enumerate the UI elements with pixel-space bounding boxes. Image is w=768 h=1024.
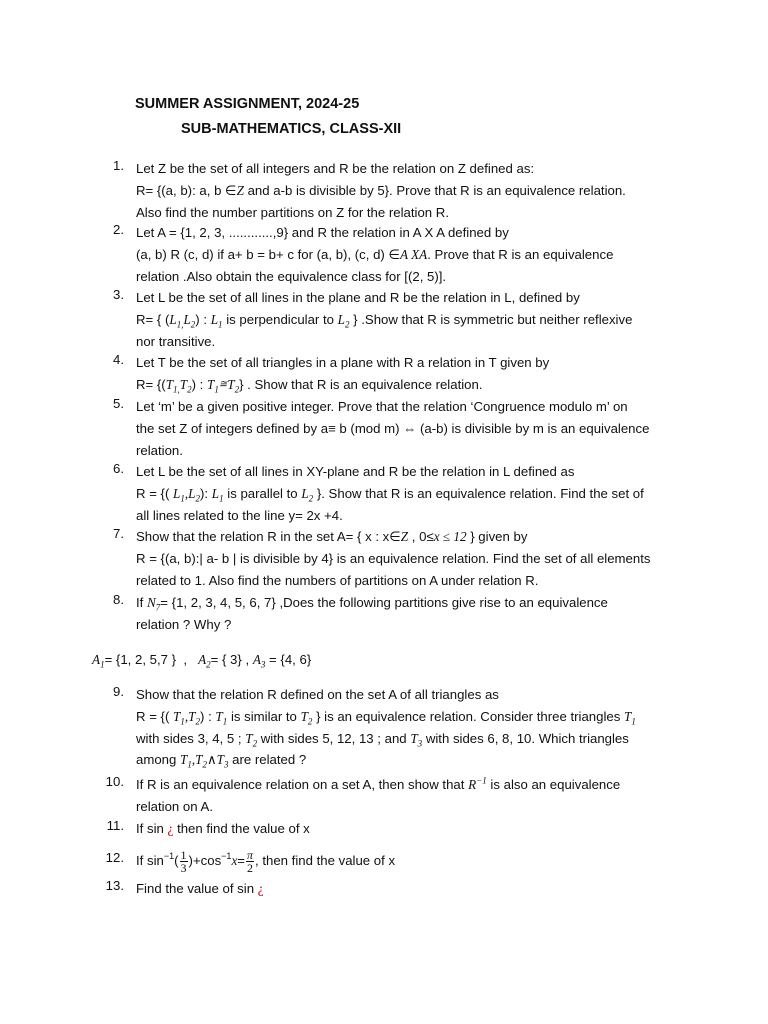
fraction-pi-over-two: $\frac{\pi}{2}$ [247,848,254,876]
assignment-subtitle: SUB-MATHEMATICS, CLASS-XII [181,121,402,137]
question-number: 5. [113,396,124,411]
question-text: If sin ¿ then find the value of x [136,821,310,836]
question-text: Let L be the set of all lines in XY-plane and R be the relation in L defined as [136,464,575,479]
question-text: R= {(a, b): a, b ∈Z and a-b is divisible by 5}. Prove that R is an equivalence relation. [136,182,626,198]
question-text: Show that the relation R in the set A= { x : x∈Z , 0≤x ≤ 12 } given by [136,529,528,544]
question-number: 13. [105,878,124,893]
question-text: among $T_1,T_2\wedge T_3$ are related ? [136,752,307,771]
question-text: relation on A. [136,798,213,814]
question-text: If R is an equivalence relation on a set A, then show that $R^{-1}$ is also an equivalence [136,775,621,792]
question-text: R= { $(L_{1,}L_2)$ : $L_1$ is perpendicular to $L_2$ } .Show that R is symmetric but neither reflexive [136,311,633,330]
question-text: (a, b) R (c, d) if a+ b = b+ c for (a, b), (c, d) ∈A XA. Prove that R is an equivalence [136,246,614,262]
question-text: Also find the number partitions on Z for the relation R. [136,204,449,220]
question-text: with sides 3, 4, 5 ; $T_2$ with sides 5, 12, 13 ; and $T_3$ with sides 6, 8, 10. Which triangles [136,730,629,749]
question-number: 11. [106,818,124,833]
question-text: If $N_7= \{1$, 2, 3, 4, 5, 6, 7} ,Does the following partitions give rise to an equivalence [136,595,608,613]
question-text: Let T be the set of all triangles in a plane with R a relation in T given by [136,355,550,370]
question-number: 4. [113,352,124,367]
question-text: Let Z be the set of all integers and R be the relation on Z defined as: [136,161,535,176]
question-text: R = {(a, b):| a- b | is divisible by 4} is an equivalence relation. Find the set of all elements [136,550,651,566]
missing-glyph: ¿ [167,821,174,836]
question-text: Let A = {1, 2, 3, ............,9} and R the relation in A X A defined by [136,225,509,240]
question-text: the set Z of integers defined by a≡ b (mod m) ⇔ (a-b) is divisible by m is an equivalence [136,420,650,436]
question-text: nor transitive. [136,333,216,349]
question-text: $R= \{(T_{1,}T_2)$ : $T_1≅T_2$} . Show that R is an equivalence relation. [136,376,483,395]
question-text: R = {( $T_1,T_2$) : $T_1$ is similar to $T_2$ } is an equivalence relation. Consider three triangles $T_1$ [136,708,636,727]
question-text: relation .Also obtain the equivalence class for [(2, 5)]. [136,268,447,284]
question-text: Let L be the set of all lines in the plane and R be the relation in L, defined by [136,290,580,305]
assignment-title: SUMMER ASSIGNMENT, 2024-25 [135,96,360,112]
question-number: 6. [113,461,124,476]
question-text: Show that the relation R defined on the set A of all triangles as [136,687,499,702]
question-number: 9. [113,684,124,699]
question-number: 7. [113,526,124,541]
question-number: 8. [113,592,124,607]
question-text: all lines related to the line y= 2x +4. [136,507,343,523]
question-number: 10. [105,774,124,789]
question-text: relation ? Why ? [136,616,232,632]
question-number: 1. [113,158,124,173]
missing-glyph: ¿ [257,881,264,896]
question-text: relation. [136,442,183,458]
question-text: related to 1. Also find the numbers of partitions on A under relation R. [136,572,539,588]
question-text: Find the value of sin ¿ [136,881,264,896]
partition-sets: $A_1= \{1$, 2, 5,7 } , $A_2=$ { 3} , $A_3 = \{4$, 6} [92,652,312,670]
fraction-one-third: $\frac{1}{3}$ [180,848,187,876]
question-text: If $\sin^{-1}$( $\frac{1}{3}$ )$+\cos^{-1}x=$ $\frac{\pi}{2}$ , then find the value of x [136,848,396,876]
question-text: Let ‘m’ be a given positive integer. Prove that the relation ‘Congruence modulo m’ on [136,399,628,414]
question-number: 2. [113,222,124,237]
question-number: 3. [113,287,124,302]
question-text: R = {( $L_1,L_2$): $L_1$ is parallel to $L_2$ }. Show that R is an equivalence relation. Find the set of [136,485,644,504]
question-number: 12. [105,850,124,865]
